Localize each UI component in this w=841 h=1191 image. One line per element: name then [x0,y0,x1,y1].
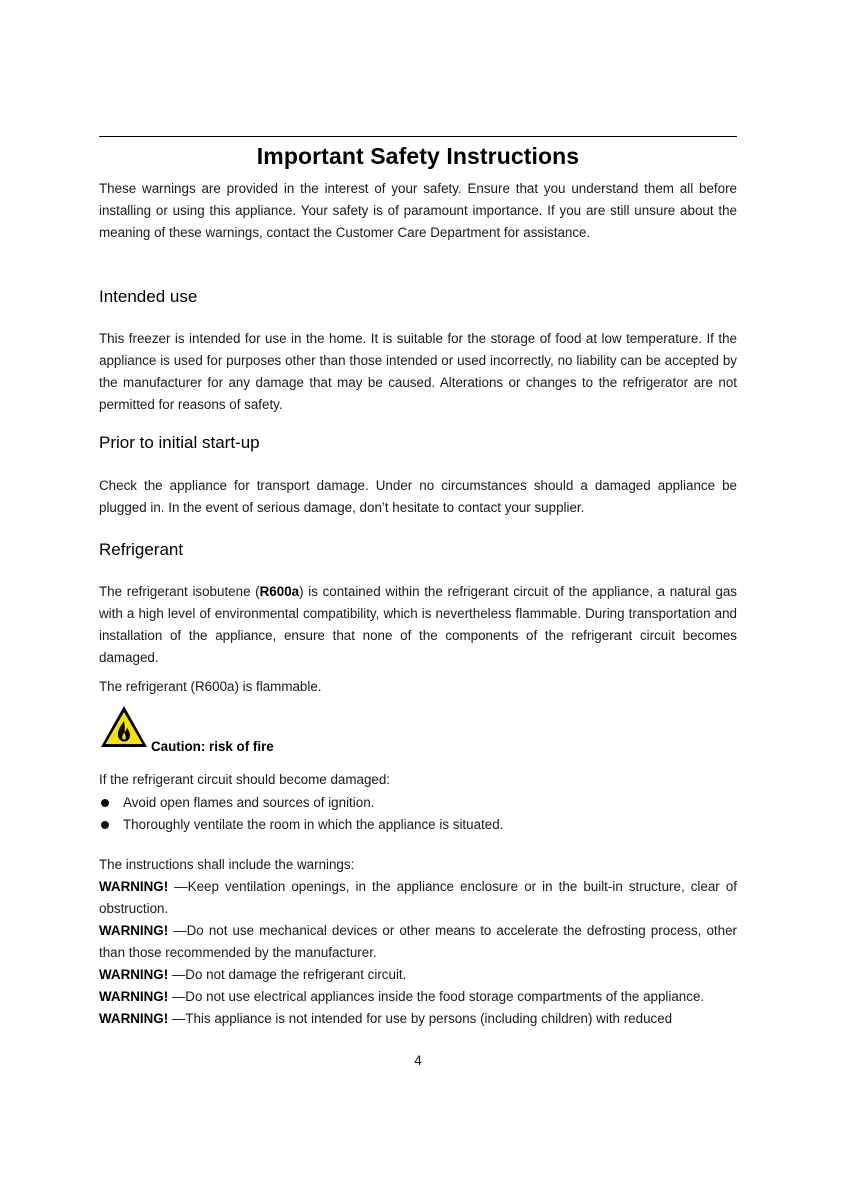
warning-text: —This appliance is not intended for use by persons (including children) with reduced [168,1011,673,1026]
top-rule [99,136,737,137]
warning-item [99,920,737,964]
warnings-intro: The instructions shall include the warnings: [99,857,355,872]
warnings-block [99,854,737,1030]
refrigerant-paragraph [99,581,737,669]
heading-intended-use: Intended use [99,287,198,306]
warning-label: WARNING! [99,923,169,938]
list-item-text: Thoroughly ventilate the room in which the appliance is situated. [123,817,504,832]
bullet-list [99,792,737,836]
warning-label: WARNING! [99,879,169,894]
refrigerant-code: R600a [259,584,300,599]
warning-item [99,964,737,986]
list-item [99,792,737,814]
prior-startup-paragraph: Check the appliance for transport damage. Under no circumstances should a damaged appliance be plugged in. In the event of serious damage, don’t hesitate to contact your supplier. [99,478,737,515]
heading-refrigerant: Refrigerant [99,540,184,559]
list-item-text: Avoid open flames and sources of ignition. [123,795,375,810]
damaged-intro: If the refrigerant circuit should become damaged: [99,772,391,787]
warning-label: WARNING! [99,989,169,1004]
list-item [99,814,737,836]
warning-label: WARNING! [99,967,169,982]
warning-label: WARNING! [99,1011,169,1026]
warning-text: —Do not use mechanical devices or other means to accelerate the defrosting process, other than those recommended by the manufacturer. [99,923,737,960]
page-number: 4 [414,1053,422,1068]
warning-item [99,986,737,1008]
heading-prior-startup: Prior to initial start-up [99,433,260,452]
refrigerant-text-pre: The refrigerant isobutene ( [99,584,260,599]
bullet-icon [101,799,109,807]
refrigerant-text-post: ) is contained within the refrigerant circuit of the appliance, a natural gas with a high level of environmental compatibility, which is nevertheless flammable. During transportation and installation of the appliance, ensure that none of the components of the refrigerant circuit becomes damaged. [99,584,737,665]
fire-hazard-icon [99,704,149,750]
bullet-icon [101,821,109,829]
warning-text: —Keep ventilation openings, in the appliance enclosure or in the built-in structure, clear of obstruction. [99,879,737,916]
warning-text: —Do not use electrical appliances inside the food storage compartments of the appliance. [168,989,705,1004]
warning-item [99,1008,737,1030]
caution-block [99,704,737,758]
intro-paragraph: These warnings are provided in the interest of your safety. Ensure that you understand them all before installing or using this appliance. Your safety is of paramount importance. If you are still unsure about the meaning of these warnings, contact the Customer Care Department for assistance. [99,181,737,240]
intended-use-paragraph: This freezer is intended for use in the home. It is suitable for the storage of food at low temperature. If the appliance is used for purposes other than those intended or used incorrectly, no liability can be accepted by the manufacturer for any damage that may be caused. Alterations or changes to the refrigerator are not permitted for reasons of safety. [99,331,737,412]
caution-label: Caution: risk of fire [151,739,274,754]
warning-text: —Do not damage the refrigerant circuit. [168,967,407,982]
page-title: Important Safety Instructions [256,143,580,169]
flammable-note: The refrigerant (R600a) is flammable. [99,679,322,694]
warning-item [99,876,737,920]
